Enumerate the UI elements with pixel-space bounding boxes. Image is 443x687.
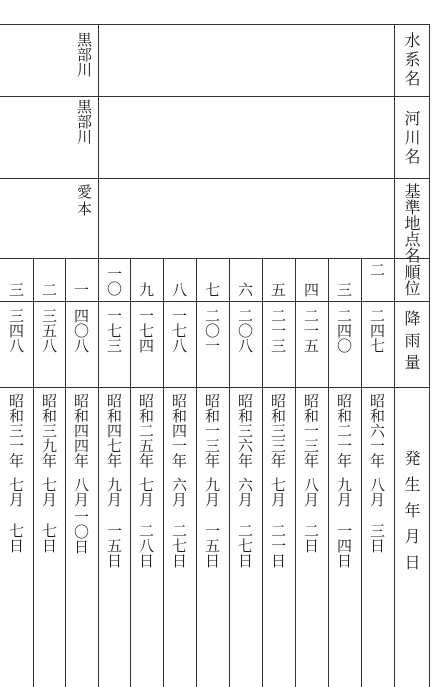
day-cell: 一五日	[203, 523, 221, 568]
day-cell: 七日	[40, 523, 58, 553]
rank-cell: 七	[203, 282, 221, 297]
header-river-system: 水系名	[402, 32, 421, 89]
year-cell: 昭和三一年	[7, 393, 25, 468]
rank-cell: 六	[236, 282, 254, 297]
rank-cell: 二	[40, 282, 58, 297]
column-divider	[163, 258, 164, 687]
month-cell: 八月	[72, 477, 90, 507]
year-cell: 昭和四一年	[170, 393, 188, 468]
column-divider	[262, 258, 263, 687]
rainfall-cell: 二四七	[368, 308, 386, 353]
year-cell: 昭和四四年	[72, 393, 90, 468]
rainfall-cell: 三四八	[7, 308, 25, 353]
column-divider	[33, 258, 34, 687]
row-divider-2	[0, 178, 430, 179]
rank-cell: 四	[302, 282, 320, 297]
river-system-value: 黒部川	[75, 32, 93, 77]
day-cell: 一五日	[105, 523, 123, 568]
header-rainfall: 降雨量	[402, 310, 421, 376]
rank-cell: 三	[7, 282, 25, 297]
rank-cell: 八	[170, 282, 188, 297]
column-divider	[361, 258, 362, 687]
column-divider	[295, 258, 296, 687]
month-cell: 六月	[236, 477, 254, 507]
day-cell: 三日	[368, 523, 386, 553]
rainfall-cell: 二〇一	[203, 308, 221, 353]
year-cell: 昭和二一年	[335, 393, 353, 468]
month-cell: 九月	[203, 477, 221, 507]
column-divider	[65, 258, 66, 687]
month-cell: 八月	[302, 477, 320, 507]
rank-cell: 九	[137, 282, 155, 297]
rainfall-cell: 二〇八	[236, 308, 254, 353]
row-divider-1	[0, 96, 430, 97]
year-cell: 昭和一三年	[302, 393, 320, 468]
column-divider	[328, 258, 329, 687]
header-station-name: 基準地点名	[402, 183, 421, 263]
table-border-right	[429, 24, 430, 687]
rainfall-cell: 三五八	[40, 308, 58, 353]
top-border	[0, 24, 430, 25]
rank-cell: 五	[269, 282, 287, 297]
month-cell: 八月	[368, 477, 386, 507]
year-cell: 昭和一三年	[203, 393, 221, 468]
month-cell: 九月	[335, 477, 353, 507]
header-river-name: 河川名	[402, 110, 421, 167]
rainfall-cell: 二一五	[302, 308, 320, 353]
month-cell: 七月	[137, 477, 155, 507]
rainfall-cell: 一七四	[137, 308, 155, 353]
month-cell: 七月	[40, 477, 58, 507]
day-cell: 二日	[302, 523, 320, 553]
day-cell: 二七日	[236, 523, 254, 568]
rank-cell: 一	[72, 282, 90, 297]
header-rank: 順位	[402, 264, 421, 296]
rainfall-cell: 四〇八	[72, 308, 90, 353]
station-name-value: 愛本	[75, 184, 93, 218]
year-cell: 昭和二五年	[137, 393, 155, 468]
year-cell: 昭和三九年	[40, 393, 58, 468]
day-cell: 七日	[7, 523, 25, 553]
year-cell: 昭和四七年	[105, 393, 123, 468]
year-cell: 昭和三六年	[236, 393, 254, 468]
river-name-value: 黒部川	[75, 99, 93, 144]
day-cell: 二八日	[137, 523, 155, 568]
rank-cell: 二	[368, 262, 386, 277]
column-divider	[196, 258, 197, 687]
column-divider	[130, 258, 131, 687]
month-cell: 九月	[105, 477, 123, 507]
header-date: 発生年月日	[402, 450, 421, 580]
header-column-divider	[394, 24, 395, 687]
day-cell: 二七日	[170, 523, 188, 568]
rank-cell: 三	[335, 282, 353, 297]
rainfall-cell: 二四〇	[335, 308, 353, 353]
column-divider	[229, 258, 230, 687]
rainfall-cell: 一七三	[105, 308, 123, 353]
month-cell: 六月	[170, 477, 188, 507]
column-divider	[98, 258, 99, 687]
year-cell: 昭和三三年	[269, 393, 287, 468]
day-cell: 二一日	[269, 523, 287, 568]
rainfall-cell: 二一三	[269, 308, 287, 353]
day-cell: 一四日	[335, 523, 353, 568]
rainfall-cell: 一七八	[170, 308, 188, 353]
month-cell: 七月	[7, 477, 25, 507]
top-area-divider	[98, 24, 99, 258]
month-cell: 七月	[269, 477, 287, 507]
rank-cell: 一〇	[105, 266, 123, 296]
day-cell: 一〇日	[72, 509, 90, 554]
year-cell: 昭和六一年	[368, 393, 386, 468]
